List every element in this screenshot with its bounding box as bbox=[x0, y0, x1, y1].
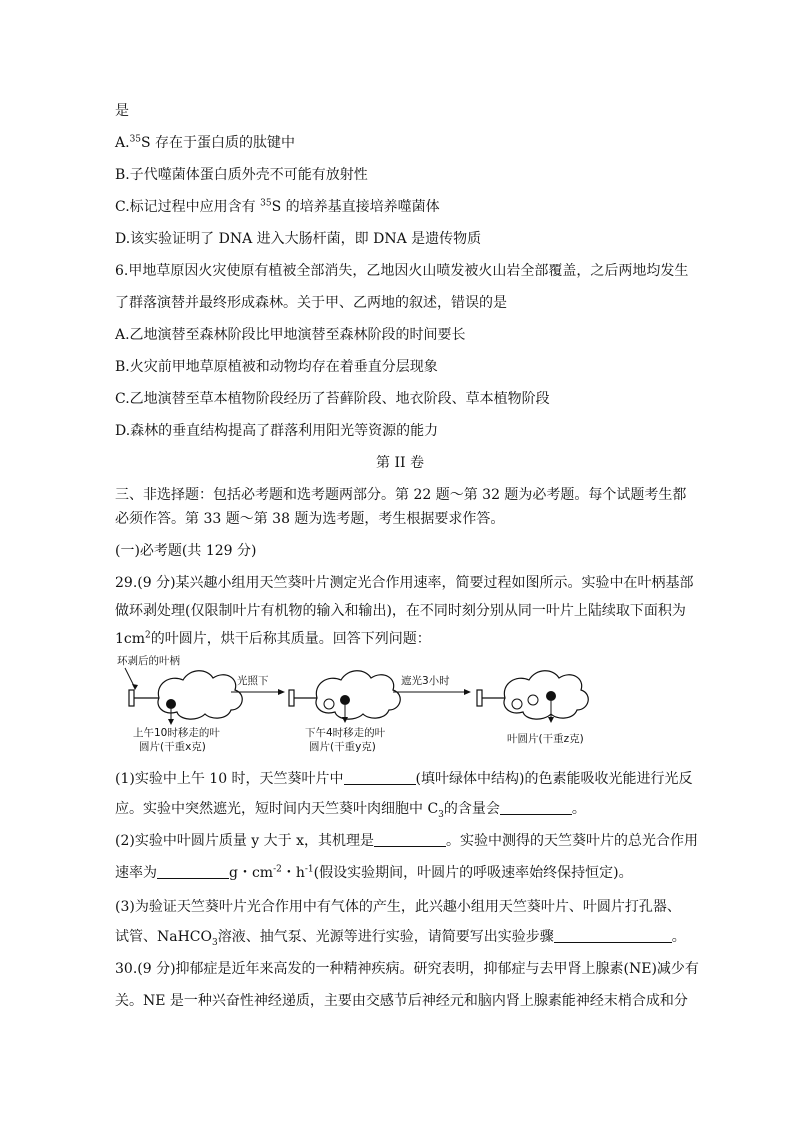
answer-blank[interactable] bbox=[344, 770, 416, 785]
question-6-line-2: 了群落演替并最终形成森林。关于甲、乙两地的叙述，错误的是 bbox=[115, 295, 507, 311]
text: (2)实验中叶圆片质量 y 大于 x，其机理是 bbox=[115, 833, 374, 849]
question-30-line-2: 关。NE 是一种兴奋性神经递质，主要由交感节后神经元和脑内肾上腺素能神经末梢合成和分 bbox=[115, 993, 688, 1009]
arrow-head bbox=[464, 689, 471, 695]
section-3-line-1: 三、非选择题：包括必考题和选考题两部分。第 22 题～第 32 题为必考题。每个试题考生都 bbox=[115, 487, 687, 503]
text: 。 bbox=[571, 801, 586, 817]
leaf-disc-z bbox=[546, 691, 556, 701]
leaf-3 bbox=[504, 671, 588, 719]
superscript: 35 bbox=[129, 134, 142, 145]
option-5b: B.子代噬菌体蛋白质外壳不可能有放射性 bbox=[115, 167, 368, 183]
part-3-line-1: (3)为验证天竺葵叶片光合作用中有气体的产生，此兴趣小组用天竺葵叶片、叶圆片打孔器、 bbox=[115, 899, 681, 915]
text: 的叶圆片，烘干后称其质量。回答下列问题： bbox=[150, 631, 431, 647]
text: 试管、NaHCO bbox=[115, 929, 212, 945]
subscript: 3 bbox=[438, 809, 444, 820]
question-6-line-1: 6.甲地草原因火灾使原有植被全部消失，乙地因火山喷发被火山岩全部覆盖，之后两地均发生 bbox=[115, 263, 689, 279]
leaf-disc-y bbox=[340, 695, 350, 705]
option-5a bbox=[115, 132, 685, 154]
text: 溶液、抽气泵、光源等进行实验，请简要写出实验步骤 bbox=[217, 929, 554, 945]
leaf-hole bbox=[324, 699, 334, 709]
superscript: 2 bbox=[145, 630, 151, 641]
option-5c bbox=[115, 196, 685, 218]
answer-blank[interactable] bbox=[157, 864, 229, 879]
part-3-line-2 bbox=[115, 926, 685, 948]
section-title: 第 II 卷 bbox=[376, 455, 424, 471]
part-2-line-2 bbox=[115, 862, 685, 884]
petiole-clamp bbox=[477, 690, 482, 706]
text: 。实验中测得的天竺葵叶片的总光合作用 bbox=[446, 833, 698, 849]
text: 速率为 bbox=[115, 865, 157, 881]
question-29-line-3 bbox=[115, 628, 685, 650]
text: S 的培养基直接培养噬菌体 bbox=[271, 199, 440, 215]
section-3-line-2: 必须作答。第 33 题～第 38 题为选考题，考生根据要求作答。 bbox=[115, 511, 505, 527]
text: (填叶绿体中结构)的色素能吸收光能进行光反 bbox=[415, 771, 693, 787]
question-29-line-2: 做环剥处理(仅限制叶片有机物的输入和输出)，在不同时刻分别从同一叶片上陆续取下面积为 bbox=[115, 603, 686, 619]
leaf-hole bbox=[528, 695, 538, 705]
superscript: 35 bbox=[260, 198, 272, 209]
petiole-label: 环剥后的叶柄 bbox=[117, 655, 180, 667]
answer-blank[interactable] bbox=[500, 800, 572, 815]
text: (1)实验中上午 10 时，天竺葵叶片中 bbox=[115, 771, 344, 787]
answer-blank[interactable] bbox=[554, 928, 672, 943]
leaf-2-caption-a: 下午4时移走的叶 bbox=[305, 727, 386, 739]
superscript: -1 bbox=[304, 864, 314, 875]
leaf-disc-x bbox=[166, 699, 176, 709]
text: 的含量会 bbox=[443, 801, 500, 817]
required-heading: (一)必考题(共 129 分) bbox=[115, 543, 257, 559]
leaf-2 bbox=[316, 671, 400, 719]
subscript: 3 bbox=[212, 937, 218, 948]
text: S 存在于蛋白质的肽键中 bbox=[141, 135, 296, 151]
text: ・h bbox=[281, 865, 305, 881]
option-6a: A.乙地演替至森林阶段比甲地演替至森林阶段的时间要长 bbox=[115, 327, 466, 343]
text: (假设实验期间，叶圆片的呼吸速率始终保持恒定)。 bbox=[313, 865, 633, 881]
petiole-clamp bbox=[129, 690, 134, 706]
arrow-head bbox=[278, 689, 285, 695]
text: 应。实验中突然遮光，短时间内天竺葵叶肉细胞中 C bbox=[115, 801, 439, 817]
superscript: -2 bbox=[273, 864, 282, 875]
leaf-hole bbox=[512, 699, 522, 709]
pointer-head bbox=[168, 719, 174, 725]
text: 。 bbox=[671, 929, 686, 945]
text: A. bbox=[115, 135, 130, 151]
part-1-line-1 bbox=[115, 768, 693, 790]
option-6d: D.森林的垂直结构提高了群落利用阳光等资源的能力 bbox=[115, 423, 439, 439]
text-line: 是 bbox=[115, 103, 129, 119]
option-5d: D.该实验证明了 DNA 进入大肠杆菌，即 DNA 是遗传物质 bbox=[115, 231, 482, 247]
text: 1cm bbox=[115, 631, 146, 647]
pointer-head bbox=[132, 684, 138, 690]
pointer-head bbox=[548, 717, 554, 723]
question-30-line-1: 30.(9 分)抑郁症是近年来高发的一种精神疾病。研究表明，抑郁症与去甲肾上腺素(NE)减少有 bbox=[115, 961, 699, 977]
leaf-2-caption-b: 圆片(干重y克) bbox=[309, 741, 376, 753]
option-6b: B.火灾前甲地草原植被和动物均存在着垂直分层现象 bbox=[115, 359, 438, 375]
leaf-3-caption: 叶圆片(干重z克) bbox=[507, 733, 584, 745]
part-2-line-1 bbox=[115, 830, 698, 852]
petiole-clamp bbox=[289, 690, 294, 706]
experiment-diagram bbox=[115, 654, 675, 754]
arrow-2-label: 遮光3小时 bbox=[401, 675, 450, 687]
pointer-head bbox=[342, 717, 348, 723]
answer-blank[interactable] bbox=[374, 832, 446, 847]
leaf-1-caption-b: 圆片(干重x克) bbox=[139, 741, 206, 753]
text: g・cm bbox=[229, 865, 274, 881]
part-1-line-2 bbox=[115, 798, 685, 820]
question-29-line-1: 29.(9 分)某兴趣小组用天竺葵叶片测定光合作用速率，简要过程如图所示。实验中在叶柄基部 bbox=[115, 575, 694, 591]
text: C.标记过程中应用含有 bbox=[115, 199, 261, 215]
arrow-1-label: 光照下 bbox=[237, 675, 269, 687]
leaf-1-caption-a: 上午10时移走的叶 bbox=[133, 727, 220, 739]
option-6c: C.乙地演替至草本植物阶段经历了苔藓阶段、地衣阶段、草本植物阶段 bbox=[115, 391, 550, 407]
